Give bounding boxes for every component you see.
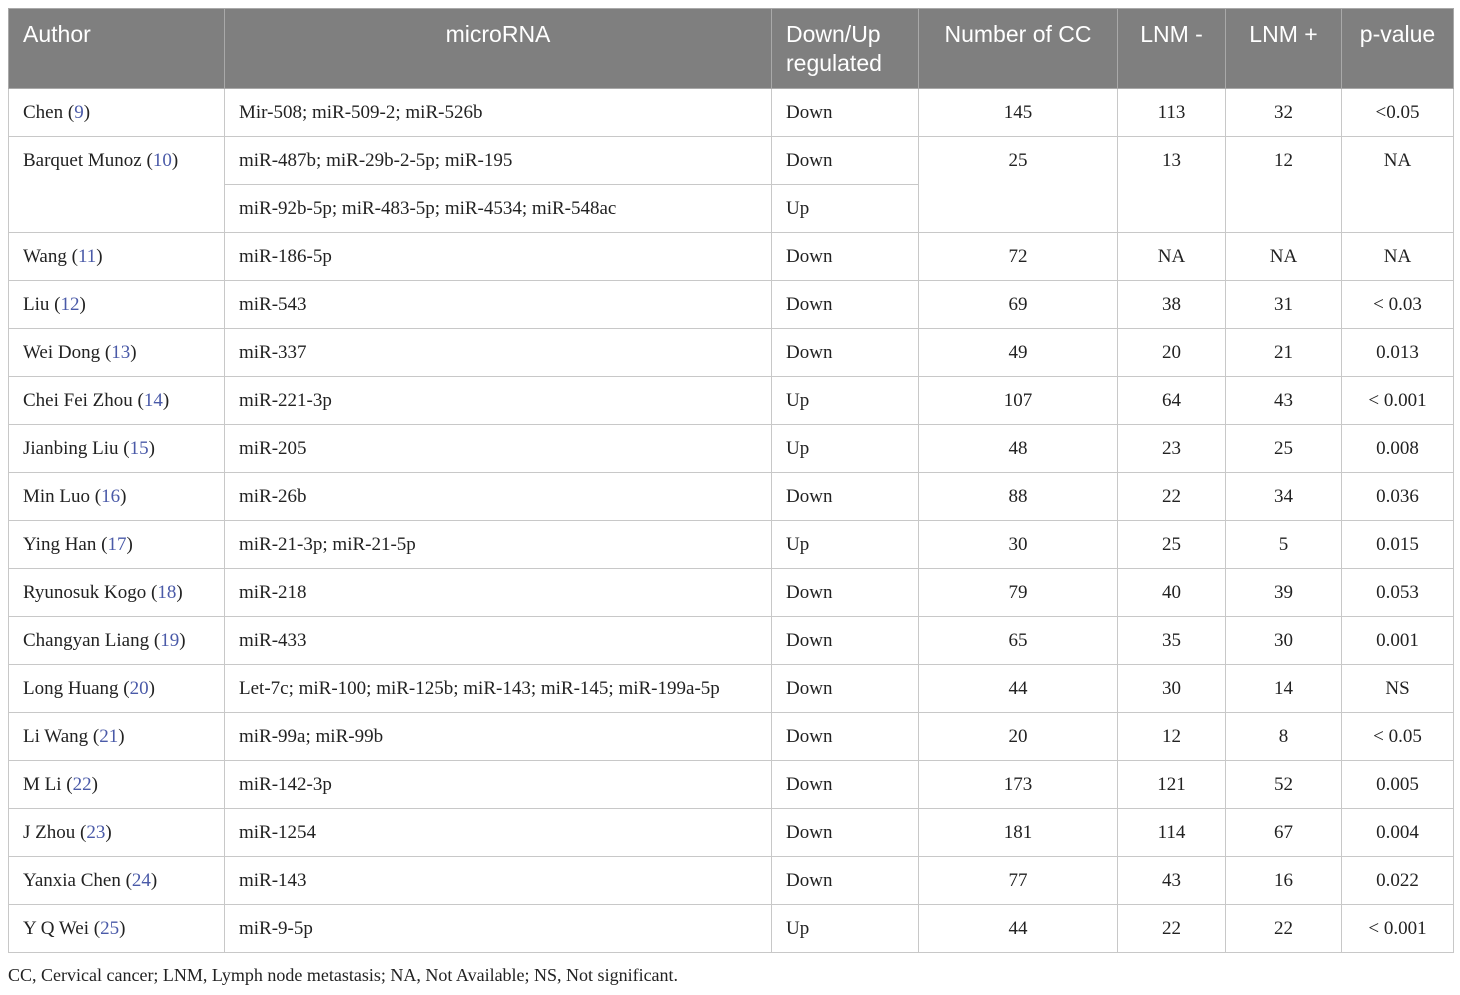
lnm-negative-cell: NA — [1118, 233, 1226, 281]
author-name: Long Huang — [23, 678, 119, 699]
cc-count-cell: 79 — [919, 569, 1118, 617]
reference-link[interactable]: 19 — [160, 630, 180, 651]
reference-link[interactable]: 18 — [157, 582, 177, 603]
author-name: Y Q Wei — [23, 918, 90, 939]
paren: ) — [148, 678, 155, 699]
p-value-cell: NS — [1342, 665, 1454, 713]
reference-link[interactable]: 24 — [131, 870, 151, 891]
table-row — [9, 281, 1454, 329]
lnm-negative-cell: 40 — [1118, 569, 1226, 617]
column-header: LNM + — [1226, 9, 1342, 89]
table-row — [9, 137, 1454, 185]
author-name: Barquet Munoz — [23, 150, 142, 171]
paren: ( — [118, 678, 130, 699]
author-name: Chei Fei Zhou — [23, 390, 133, 411]
regulation-cell: Down — [772, 617, 919, 665]
lnm-negative-cell: 13 — [1118, 137, 1226, 233]
column-header: p-value — [1342, 9, 1454, 89]
regulation-cell: Down — [772, 857, 919, 905]
author-name: Wei Dong — [23, 342, 101, 363]
lnm-positive-cell: 30 — [1226, 617, 1342, 665]
cc-count-cell: 44 — [919, 905, 1118, 953]
author-cell — [9, 569, 225, 617]
reference-link[interactable]: 25 — [100, 918, 120, 939]
lnm-positive-cell: 14 — [1226, 665, 1342, 713]
paren: ( — [118, 438, 130, 459]
table-header-row — [9, 9, 1454, 89]
cc-count-cell: 25 — [919, 137, 1118, 233]
author-cell — [9, 473, 225, 521]
reference-link[interactable]: 12 — [60, 294, 80, 315]
table-footnote: CC, Cervical cancer; LNM, Lymph node metastasis; NA, Not Available; NS, Not significant. — [8, 965, 679, 985]
p-value-cell: 0.008 — [1342, 425, 1454, 473]
reference-link[interactable]: 20 — [129, 678, 149, 699]
mirna-cell: miR-221-3p — [225, 377, 772, 425]
mirna-cell: miR-337 — [225, 329, 772, 377]
author-name: Ryunosuk Kogo — [23, 582, 147, 603]
paren: ) — [105, 822, 112, 843]
table-row — [9, 905, 1454, 953]
mirna-cell: miR-433 — [225, 617, 772, 665]
paren: ) — [119, 918, 126, 939]
reference-link[interactable]: 15 — [129, 438, 149, 459]
table-row — [9, 857, 1454, 905]
paren: ) — [118, 726, 125, 747]
reference-link[interactable]: 13 — [111, 342, 131, 363]
reference-link[interactable]: 16 — [101, 486, 121, 507]
reference-link[interactable]: 21 — [99, 726, 119, 747]
p-value-cell: 0.004 — [1342, 809, 1454, 857]
cc-count-cell: 77 — [919, 857, 1118, 905]
author-name: M Li — [23, 774, 62, 795]
author-cell — [9, 617, 225, 665]
mirna-cell: miR-543 — [225, 281, 772, 329]
lnm-negative-cell: 35 — [1118, 617, 1226, 665]
mirna-cell: miR-205 — [225, 425, 772, 473]
lnm-positive-cell: 32 — [1226, 89, 1342, 137]
cc-count-cell: 88 — [919, 473, 1118, 521]
paren: ( — [100, 342, 112, 363]
lnm-positive-cell: 5 — [1226, 521, 1342, 569]
lnm-negative-cell: 30 — [1118, 665, 1226, 713]
reference-link[interactable]: 14 — [143, 390, 163, 411]
regulation-cell: Down — [772, 329, 919, 377]
table-body — [9, 89, 1454, 953]
author-cell — [9, 89, 225, 137]
p-value-cell: < 0.001 — [1342, 905, 1454, 953]
paren: ( — [63, 102, 75, 123]
regulation-cell: Up — [772, 185, 919, 233]
regulation-cell: Down — [772, 281, 919, 329]
p-value-cell: 0.013 — [1342, 329, 1454, 377]
reference-link[interactable]: 17 — [107, 534, 127, 555]
regulation-cell: Down — [772, 569, 919, 617]
table-row — [9, 665, 1454, 713]
regulation-cell: Up — [772, 521, 919, 569]
author-cell — [9, 377, 225, 425]
author-cell — [9, 281, 225, 329]
lnm-positive-cell: 34 — [1226, 473, 1342, 521]
regulation-cell: Down — [772, 89, 919, 137]
author-name: Min Luo — [23, 486, 91, 507]
paren: ( — [61, 774, 73, 795]
mirna-cell: Mir-508; miR-509-2; miR-526b — [225, 89, 772, 137]
p-value-cell: <0.05 — [1342, 89, 1454, 137]
paren: ) — [162, 390, 170, 411]
lnm-negative-cell: 113 — [1118, 89, 1226, 137]
paren: ) — [130, 342, 137, 363]
mirna-cell: miR-26b — [225, 473, 772, 521]
cc-count-cell: 20 — [919, 713, 1118, 761]
mirna-cell: miR-218 — [225, 569, 772, 617]
mirna-cell: miR-143 — [225, 857, 772, 905]
author-name: Chen — [23, 102, 64, 123]
p-value-cell: NA — [1342, 233, 1454, 281]
mirna-cell: miR-9-5p — [225, 905, 772, 953]
lnm-positive-cell: 22 — [1226, 905, 1342, 953]
author-cell — [9, 233, 225, 281]
p-value-cell: 0.053 — [1342, 569, 1454, 617]
paren: ) — [96, 246, 103, 267]
p-value-cell: < 0.05 — [1342, 713, 1454, 761]
lnm-positive-cell: 52 — [1226, 761, 1342, 809]
regulation-cell: Up — [772, 905, 919, 953]
reference-link[interactable]: 11 — [77, 246, 97, 267]
cc-count-cell: 49 — [919, 329, 1118, 377]
mirna-table — [8, 8, 1454, 953]
regulation-cell: Up — [772, 425, 919, 473]
column-header: Down/Up regulated — [772, 9, 919, 89]
cc-count-cell: 69 — [919, 281, 1118, 329]
mirna-cell: miR-487b; miR-29b-2-5p; miR-195 — [225, 137, 772, 185]
paren: ) — [83, 102, 91, 123]
column-header: LNM - — [1118, 9, 1226, 89]
author-cell — [9, 665, 225, 713]
lnm-negative-cell: 23 — [1118, 425, 1226, 473]
author-cell — [9, 713, 225, 761]
p-value-cell: 0.036 — [1342, 473, 1454, 521]
paren: ) — [120, 486, 127, 507]
paren: ( — [90, 486, 102, 507]
paren: ) — [91, 774, 98, 795]
cc-count-cell: 44 — [919, 665, 1118, 713]
reference-link[interactable]: 22 — [72, 774, 92, 795]
column-header: microRNA — [225, 9, 772, 89]
p-value-cell: NA — [1342, 137, 1454, 233]
table-row — [9, 377, 1454, 425]
mirna-cell: miR-186-5p — [225, 233, 772, 281]
table-row — [9, 233, 1454, 281]
table-row — [9, 425, 1454, 473]
lnm-negative-cell: 20 — [1118, 329, 1226, 377]
author-cell — [9, 857, 225, 905]
paren: ) — [171, 150, 179, 171]
table-row — [9, 713, 1454, 761]
table-row — [9, 521, 1454, 569]
regulation-cell: Up — [772, 377, 919, 425]
paren: ) — [176, 582, 183, 603]
paren: ( — [149, 630, 161, 651]
cc-count-cell: 72 — [919, 233, 1118, 281]
cc-count-cell: 48 — [919, 425, 1118, 473]
lnm-negative-cell: 22 — [1118, 905, 1226, 953]
p-value-cell: 0.015 — [1342, 521, 1454, 569]
column-header: Author — [9, 9, 225, 89]
mirna-cell: miR-21-3p; miR-21-5p — [225, 521, 772, 569]
author-name: Jianbing Liu — [23, 438, 119, 459]
paren: ( — [66, 246, 78, 267]
paren: ) — [148, 438, 155, 459]
lnm-positive-cell: 43 — [1226, 377, 1342, 425]
author-name: J Zhou — [23, 822, 76, 843]
paren: ( — [88, 726, 100, 747]
mirna-cell: miR-1254 — [225, 809, 772, 857]
mirna-cell: miR-92b-5p; miR-483-5p; miR-4534; miR-548ac — [225, 185, 772, 233]
lnm-positive-cell: 12 — [1226, 137, 1342, 233]
author-cell — [9, 521, 225, 569]
table-row — [9, 569, 1454, 617]
reference-link[interactable]: 10 — [152, 150, 172, 171]
paren: ( — [146, 582, 158, 603]
author-cell — [9, 761, 225, 809]
regulation-cell: Down — [772, 809, 919, 857]
author-cell — [9, 329, 225, 377]
lnm-positive-cell: NA — [1226, 233, 1342, 281]
lnm-positive-cell: 39 — [1226, 569, 1342, 617]
mirna-cell: miR-142-3p — [225, 761, 772, 809]
author-cell — [9, 905, 225, 953]
cc-count-cell: 30 — [919, 521, 1118, 569]
lnm-negative-cell: 25 — [1118, 521, 1226, 569]
cc-count-cell: 173 — [919, 761, 1118, 809]
cc-count-cell: 107 — [919, 377, 1118, 425]
table-row — [9, 473, 1454, 521]
p-value-cell: < 0.03 — [1342, 281, 1454, 329]
paren: ) — [150, 870, 158, 891]
lnm-negative-cell: 114 — [1118, 809, 1226, 857]
lnm-negative-cell: 38 — [1118, 281, 1226, 329]
paren: ( — [89, 918, 101, 939]
lnm-negative-cell: 64 — [1118, 377, 1226, 425]
regulation-cell: Down — [772, 713, 919, 761]
lnm-negative-cell: 22 — [1118, 473, 1226, 521]
lnm-negative-cell: 121 — [1118, 761, 1226, 809]
author-name: Ying Han — [23, 534, 97, 555]
cc-count-cell: 181 — [919, 809, 1118, 857]
paren: ) — [79, 294, 86, 315]
lnm-positive-cell: 21 — [1226, 329, 1342, 377]
cc-count-cell: 65 — [919, 617, 1118, 665]
paren: ( — [49, 294, 61, 315]
regulation-cell: Down — [772, 137, 919, 185]
author-cell — [9, 425, 225, 473]
mirna-cell: Let-7c; miR-100; miR-125b; miR-143; miR-145; miR-199a-5p — [225, 665, 772, 713]
table-row — [9, 617, 1454, 665]
table-row — [9, 329, 1454, 377]
author-name: Li Wang — [23, 726, 89, 747]
p-value-cell: < 0.001 — [1342, 377, 1454, 425]
reference-link[interactable]: 9 — [74, 102, 84, 123]
paren: ) — [179, 630, 186, 651]
p-value-cell: 0.001 — [1342, 617, 1454, 665]
cc-count-cell: 145 — [919, 89, 1118, 137]
table-row — [9, 761, 1454, 809]
lnm-positive-cell: 31 — [1226, 281, 1342, 329]
author-name: Yanxia Chen — [23, 870, 121, 891]
author-name: Wang — [23, 246, 67, 267]
lnm-negative-cell: 12 — [1118, 713, 1226, 761]
table-row — [9, 89, 1454, 137]
regulation-cell: Down — [772, 233, 919, 281]
table-row — [9, 809, 1454, 857]
p-value-cell: 0.005 — [1342, 761, 1454, 809]
paren: ( — [132, 390, 144, 411]
author-name: Liu — [23, 294, 50, 315]
regulation-cell: Down — [772, 665, 919, 713]
lnm-positive-cell: 16 — [1226, 857, 1342, 905]
paren: ) — [126, 534, 133, 555]
reference-link[interactable]: 23 — [86, 822, 106, 843]
regulation-cell: Down — [772, 473, 919, 521]
lnm-positive-cell: 8 — [1226, 713, 1342, 761]
p-value-cell: 0.022 — [1342, 857, 1454, 905]
regulation-cell: Down — [772, 761, 919, 809]
lnm-positive-cell: 67 — [1226, 809, 1342, 857]
author-cell — [9, 137, 225, 233]
column-header: Number of CC — [919, 9, 1118, 89]
author-name: Changyan Liang — [23, 630, 150, 651]
lnm-positive-cell: 25 — [1226, 425, 1342, 473]
mirna-cell: miR-99a; miR-99b — [225, 713, 772, 761]
paren: ( — [75, 822, 87, 843]
paren: ( — [141, 150, 153, 171]
lnm-negative-cell: 43 — [1118, 857, 1226, 905]
author-cell — [9, 809, 225, 857]
paren: ( — [96, 534, 108, 555]
paren: ( — [120, 870, 132, 891]
